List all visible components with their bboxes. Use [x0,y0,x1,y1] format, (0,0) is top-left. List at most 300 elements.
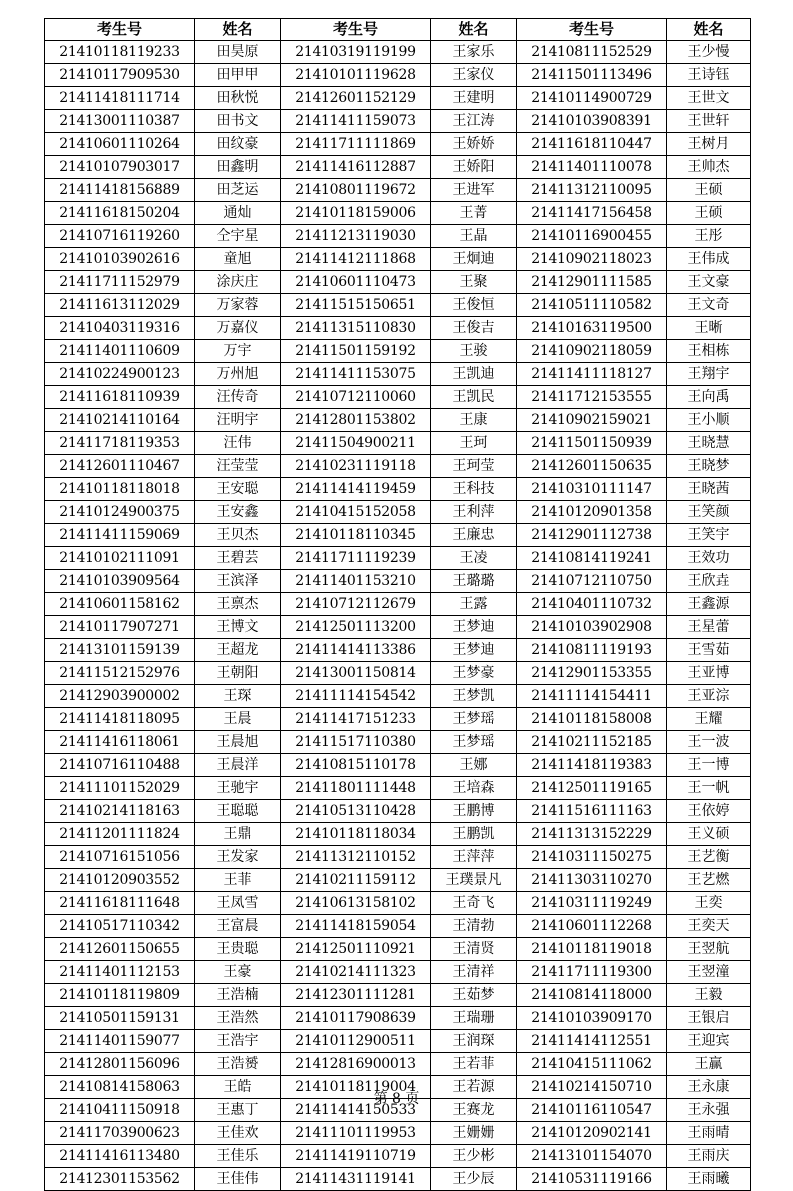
candidate-number-cell: 21411101119953 [281,1122,431,1145]
candidate-name-cell: 王少辰 [431,1168,517,1191]
candidate-name-cell: 万宇 [195,340,281,363]
candidate-number-cell: 21411312110152 [281,846,431,869]
candidate-number-cell: 21411201111824 [45,823,195,846]
table-row [45,340,751,363]
candidate-name-cell: 王进军 [431,179,517,202]
candidate-number-cell: 21410103909564 [45,570,195,593]
candidate-number-cell: 21410214118163 [45,800,195,823]
candidate-name-cell: 王雨庆 [667,1145,751,1168]
candidate-name-cell: 王晓梦 [667,455,751,478]
candidate-name-cell: 仝宇星 [195,225,281,248]
candidate-number-cell: 21410311150275 [517,846,667,869]
candidate-number-cell: 21410517110342 [45,915,195,938]
candidate-number-cell: 21411516111163 [517,800,667,823]
table-row [45,455,751,478]
candidate-name-cell: 王若菲 [431,1053,517,1076]
candidate-name-cell: 王聪聪 [195,800,281,823]
candidate-number-cell: 21410118119809 [45,984,195,1007]
candidate-number-cell: 21410211152185 [517,731,667,754]
candidate-name-cell: 王笑宇 [667,524,751,547]
candidate-number-cell: 21410601112268 [517,915,667,938]
table-row [45,846,751,869]
candidate-number-cell: 21411431119141 [281,1168,431,1191]
candidate-name-cell: 王笑颜 [667,501,751,524]
candidate-number-cell: 21411312110095 [517,179,667,202]
candidate-number-cell: 21410118110345 [281,524,431,547]
table-row [45,800,751,823]
candidate-number-cell: 21410118119004 [281,1076,431,1099]
candidate-number-cell: 21411414113386 [281,639,431,662]
table-row [45,248,751,271]
candidate-number-cell: 21410118118034 [281,823,431,846]
candidate-name-cell: 王晓慧 [667,432,751,455]
table-row [45,363,751,386]
candidate-number-cell: 21411618110447 [517,133,667,156]
candidate-number-cell: 21410815110178 [281,754,431,777]
candidate-number-cell: 21411416118061 [45,731,195,754]
candidate-name-cell: 王碧芸 [195,547,281,570]
candidate-name-cell: 王翌航 [667,938,751,961]
candidate-number-cell: 21410613158102 [281,892,431,915]
candidate-name-cell: 王硕 [667,202,751,225]
candidate-number-cell: 21410120901358 [517,501,667,524]
candidate-name-cell: 王翔宇 [667,363,751,386]
candidate-number-cell: 21411501113496 [517,64,667,87]
candidate-number-cell: 21411418156889 [45,179,195,202]
table-row [45,892,751,915]
candidate-number-cell: 21411501159192 [281,340,431,363]
table-row [45,317,751,340]
candidate-name-cell: 王廉忠 [431,524,517,547]
candidate-number-cell: 21410102111091 [45,547,195,570]
candidate-number-cell: 21410401110732 [517,593,667,616]
candidate-name-cell: 王晰 [667,317,751,340]
candidate-name-cell: 王琛 [195,685,281,708]
table-row [45,1053,751,1076]
candidate-name-cell: 王佳乐 [195,1145,281,1168]
candidate-name-cell: 王奕 [667,892,751,915]
candidate-name-cell: 王娇娇 [431,133,517,156]
candidate-number-cell: 21410112900511 [281,1030,431,1053]
candidate-name-cell: 王朝阳 [195,662,281,685]
candidate-name-cell: 王星蕾 [667,616,751,639]
candidate-name-cell: 王清勃 [431,915,517,938]
table-row [45,225,751,248]
table-row [45,547,751,570]
column-header-candidate-number: 考生号 [517,19,667,41]
candidate-name-cell: 王璐璐 [431,570,517,593]
candidate-number-cell: 21411313152229 [517,823,667,846]
candidate-number-cell: 21411703900623 [45,1122,195,1145]
candidate-number-cell: 21410214110164 [45,409,195,432]
candidate-name-cell: 王鹏博 [431,800,517,823]
candidate-name-cell: 王富晨 [195,915,281,938]
table-row [45,823,751,846]
candidate-number-cell: 21412901112738 [517,524,667,547]
candidate-name-cell: 田芝运 [195,179,281,202]
candidate-name-cell: 王少彬 [431,1145,517,1168]
candidate-number-cell: 21413101159139 [45,639,195,662]
table-row [45,87,751,110]
candidate-number-cell: 21410601110473 [281,271,431,294]
candidate-name-cell: 王科技 [431,478,517,501]
candidate-number-cell: 21411401153210 [281,570,431,593]
candidate-number-cell: 21412601110467 [45,455,195,478]
candidate-name-cell: 王一博 [667,754,751,777]
candidate-name-cell: 王璞景凡 [431,869,517,892]
candidate-name-cell: 王银启 [667,1007,751,1030]
candidate-name-cell: 童旭 [195,248,281,271]
candidate-name-cell: 王皓 [195,1076,281,1099]
candidate-name-cell: 王永强 [667,1099,751,1122]
table-row [45,984,751,1007]
candidate-number-cell: 21412601152129 [281,87,431,110]
candidate-number-cell: 21410231119118 [281,455,431,478]
candidate-name-cell: 王江涛 [431,110,517,133]
candidate-name-cell: 汪明宇 [195,409,281,432]
candidate-name-cell: 王家仪 [431,64,517,87]
candidate-number-cell: 21410712110060 [281,386,431,409]
candidate-name-cell: 王向禹 [667,386,751,409]
candidate-name-cell: 王翌潼 [667,961,751,984]
column-header-name: 姓名 [431,19,517,41]
candidate-number-cell: 21411412111868 [281,248,431,271]
candidate-name-cell: 王萍萍 [431,846,517,869]
candidate-number-cell: 21411401110609 [45,340,195,363]
candidate-name-cell: 王博文 [195,616,281,639]
candidate-number-cell: 21410310111147 [517,478,667,501]
candidate-name-cell: 王诗钰 [667,64,751,87]
candidate-name-cell: 王毅 [667,984,751,1007]
candidate-number-cell: 21410118158008 [517,708,667,731]
candidate-number-cell: 21410214150710 [517,1076,667,1099]
candidate-name-cell: 王赛龙 [431,1099,517,1122]
candidate-name-cell: 王惠丁 [195,1099,281,1122]
candidate-number-cell: 21411401112153 [45,961,195,984]
candidate-number-cell: 21410103902616 [45,248,195,271]
candidate-name-cell: 王凯民 [431,386,517,409]
candidate-name-cell: 王帅杰 [667,156,751,179]
candidate-name-cell: 汪莹莹 [195,455,281,478]
candidate-name-cell: 王亚淙 [667,685,751,708]
candidate-number-cell: 21410116900455 [517,225,667,248]
candidate-name-cell: 王菁 [431,202,517,225]
candidate-number-cell: 21411315110830 [281,317,431,340]
candidate-name-cell: 王世轩 [667,110,751,133]
table-row [45,386,751,409]
candidate-name-cell: 王耀 [667,708,751,731]
candidate-number-cell: 21410120903552 [45,869,195,892]
table-row [45,685,751,708]
candidate-name-cell: 王娇阳 [431,156,517,179]
candidate-name-cell: 王一波 [667,731,751,754]
table-row [45,1030,751,1053]
candidate-number-cell: 21411419110719 [281,1145,431,1168]
candidate-name-cell: 田鑫明 [195,156,281,179]
candidate-name-cell: 王小顺 [667,409,751,432]
candidate-name-cell: 王利萍 [431,501,517,524]
candidate-number-cell: 21411711119300 [517,961,667,984]
candidate-name-cell: 王晨旭 [195,731,281,754]
candidate-roster-table [44,18,751,1191]
candidate-name-cell: 王贝杰 [195,524,281,547]
candidate-name-cell: 王树月 [667,133,751,156]
candidate-name-cell: 王凤雪 [195,892,281,915]
candidate-name-cell: 王文奇 [667,294,751,317]
table-row [45,271,751,294]
candidate-name-cell: 王培森 [431,777,517,800]
candidate-number-cell: 21411417156458 [517,202,667,225]
candidate-number-cell: 21412501113200 [281,616,431,639]
candidate-name-cell: 王姗姗 [431,1122,517,1145]
candidate-name-cell: 王俊吉 [431,317,517,340]
candidate-name-cell: 王亚博 [667,662,751,685]
column-header-candidate-number: 考生号 [45,19,195,41]
table-row [45,110,751,133]
candidate-number-cell: 21410211159112 [281,869,431,892]
table-row [45,41,751,64]
table-row [45,501,751,524]
candidate-name-cell: 王炯迪 [431,248,517,271]
candidate-number-cell: 21412501110921 [281,938,431,961]
candidate-number-cell: 21410716110488 [45,754,195,777]
candidate-number-cell: 21410311119249 [517,892,667,915]
candidate-name-cell: 王发家 [195,846,281,869]
candidate-number-cell: 21411414150533 [281,1099,431,1122]
candidate-number-cell: 21412901153355 [517,662,667,685]
candidate-number-cell: 21412816900013 [281,1053,431,1076]
candidate-name-cell: 王鑫源 [667,593,751,616]
candidate-name-cell: 王浩楠 [195,984,281,1007]
table-row [45,202,751,225]
candidate-number-cell: 21411517110380 [281,731,431,754]
table-row [45,616,751,639]
candidate-name-cell: 王相栋 [667,340,751,363]
candidate-name-cell: 王奕天 [667,915,751,938]
candidate-number-cell: 21410103908391 [517,110,667,133]
candidate-name-cell: 万州旭 [195,363,281,386]
candidate-name-cell: 王安聪 [195,478,281,501]
candidate-name-cell: 王硕 [667,179,751,202]
candidate-name-cell: 王凯迪 [431,363,517,386]
candidate-name-cell: 王豪 [195,961,281,984]
candidate-number-cell: 21411618110939 [45,386,195,409]
candidate-number-cell: 21410118118018 [45,478,195,501]
candidate-number-cell: 21413001150814 [281,662,431,685]
candidate-number-cell: 21411401110078 [517,156,667,179]
table-row [45,754,751,777]
table-row [45,409,751,432]
candidate-name-cell: 王俊恒 [431,294,517,317]
candidate-number-cell: 21410811119193 [517,639,667,662]
candidate-number-cell: 21411411118127 [517,363,667,386]
candidate-number-cell: 21411416113480 [45,1145,195,1168]
candidate-name-cell: 王一帆 [667,777,751,800]
candidate-name-cell: 王晨 [195,708,281,731]
table-row [45,133,751,156]
candidate-number-cell: 21411504900211 [281,432,431,455]
candidate-name-cell: 王菲 [195,869,281,892]
table-row [45,156,751,179]
column-header-name: 姓名 [195,19,281,41]
candidate-number-cell: 21410716151056 [45,846,195,869]
column-header-candidate-number: 考生号 [281,19,431,41]
candidate-number-cell: 21411618150204 [45,202,195,225]
candidate-name-cell: 王少慢 [667,41,751,64]
candidate-name-cell: 田纹豪 [195,133,281,156]
candidate-name-cell: 涂庆庄 [195,271,281,294]
candidate-name-cell: 王奇飞 [431,892,517,915]
candidate-number-cell: 21411718119353 [45,432,195,455]
candidate-number-cell: 21410511110582 [517,294,667,317]
candidate-name-cell: 通灿 [195,202,281,225]
candidate-number-cell: 21411711119239 [281,547,431,570]
candidate-number-cell: 21411418118095 [45,708,195,731]
candidate-number-cell: 21410601158162 [45,593,195,616]
candidate-name-cell: 王驰宇 [195,777,281,800]
candidate-name-cell: 王聚 [431,271,517,294]
candidate-name-cell: 王欣垚 [667,570,751,593]
candidate-number-cell: 21411414119459 [281,478,431,501]
candidate-name-cell: 王珂莹 [431,455,517,478]
candidate-number-cell: 21410811152529 [517,41,667,64]
table-row [45,432,751,455]
candidate-number-cell: 21411613112029 [45,294,195,317]
candidate-name-cell: 王露 [431,593,517,616]
candidate-number-cell: 21410531119166 [517,1168,667,1191]
candidate-number-cell: 21411801111448 [281,777,431,800]
candidate-number-cell: 21411414112551 [517,1030,667,1053]
candidate-name-cell: 王康 [431,409,517,432]
candidate-name-cell: 王浩然 [195,1007,281,1030]
candidate-name-cell: 王超龙 [195,639,281,662]
table-row [45,938,751,961]
candidate-number-cell: 21411411159069 [45,524,195,547]
table-row [45,1145,751,1168]
candidate-number-cell: 21410814119241 [517,547,667,570]
candidate-number-cell: 21411712153555 [517,386,667,409]
candidate-name-cell: 王梦瑶 [431,708,517,731]
table-row [45,593,751,616]
candidate-number-cell: 21410103909170 [517,1007,667,1030]
candidate-number-cell: 21411114154542 [281,685,431,708]
candidate-number-cell: 21410214111323 [281,961,431,984]
candidate-name-cell: 王凌 [431,547,517,570]
candidate-name-cell: 王建明 [431,87,517,110]
candidate-name-cell: 王佳伟 [195,1168,281,1191]
candidate-number-cell: 21410319119199 [281,41,431,64]
candidate-number-cell: 21410118159006 [281,202,431,225]
candidate-number-cell: 21410124900375 [45,501,195,524]
table-row [45,639,751,662]
candidate-name-cell: 王家乐 [431,41,517,64]
candidate-number-cell: 21411711152979 [45,271,195,294]
candidate-name-cell: 王梦迪 [431,616,517,639]
candidate-number-cell: 21410117909530 [45,64,195,87]
candidate-name-cell: 王世文 [667,87,751,110]
candidate-name-cell: 王浩赟 [195,1053,281,1076]
candidate-name-cell: 王依婷 [667,800,751,823]
roster-body [45,41,751,1191]
candidate-name-cell: 王若源 [431,1076,517,1099]
candidate-name-cell: 王雨曦 [667,1168,751,1191]
candidate-number-cell: 21412801156096 [45,1053,195,1076]
candidate-name-cell: 王雨晴 [667,1122,751,1145]
candidate-number-cell: 21411101152029 [45,777,195,800]
candidate-name-cell: 王晓茜 [667,478,751,501]
candidate-name-cell: 王骏 [431,340,517,363]
candidate-name-cell: 王梦瑶 [431,731,517,754]
candidate-number-cell: 21411213119030 [281,225,431,248]
table-row [45,708,751,731]
candidate-number-cell: 21410415111062 [517,1053,667,1076]
candidate-number-cell: 21410801119672 [281,179,431,202]
candidate-number-cell: 21412301111281 [281,984,431,1007]
table-row [45,869,751,892]
candidate-name-cell: 王艺衡 [667,846,751,869]
candidate-number-cell: 21413101154070 [517,1145,667,1168]
table-row [45,1168,751,1191]
candidate-number-cell: 21413001110387 [45,110,195,133]
candidate-number-cell: 21412903900002 [45,685,195,708]
candidate-name-cell: 王文豪 [667,271,751,294]
candidate-name-cell: 王永康 [667,1076,751,1099]
candidate-number-cell: 21410103902908 [517,616,667,639]
candidate-name-cell: 汪伟 [195,432,281,455]
candidate-name-cell: 王清贤 [431,938,517,961]
candidate-number-cell: 21410118119018 [517,938,667,961]
candidate-number-cell: 21410415152058 [281,501,431,524]
candidate-name-cell: 王梦豪 [431,662,517,685]
candidate-name-cell: 王滨泽 [195,570,281,593]
candidate-number-cell: 21410513110428 [281,800,431,823]
candidate-name-cell: 王珂 [431,432,517,455]
candidate-name-cell: 王娜 [431,754,517,777]
candidate-name-cell: 王伟成 [667,248,751,271]
candidate-name-cell: 王彤 [667,225,751,248]
candidate-name-cell: 王清祥 [431,961,517,984]
candidate-number-cell: 21411411153075 [281,363,431,386]
candidate-number-cell: 21411416112887 [281,156,431,179]
candidate-number-cell: 21411417151233 [281,708,431,731]
candidate-number-cell: 21410117908639 [281,1007,431,1030]
header-row [45,19,751,41]
candidate-number-cell: 21410501159131 [45,1007,195,1030]
candidate-number-cell: 21411711111869 [281,133,431,156]
candidate-number-cell: 21411418119383 [517,754,667,777]
candidate-name-cell: 田昊原 [195,41,281,64]
candidate-name-cell: 王梦凯 [431,685,517,708]
table-row [45,294,751,317]
candidate-number-cell: 21411501150939 [517,432,667,455]
candidate-number-cell: 21411303110270 [517,869,667,892]
candidate-number-cell: 21410814118000 [517,984,667,1007]
table-row [45,64,751,87]
candidate-number-cell: 21410163119500 [517,317,667,340]
candidate-number-cell: 21410224900123 [45,363,195,386]
candidate-number-cell: 21410902159021 [517,409,667,432]
candidate-number-cell: 21412901111585 [517,271,667,294]
candidate-name-cell: 王佳欢 [195,1122,281,1145]
candidate-name-cell: 王润琛 [431,1030,517,1053]
candidate-name-cell: 汪传奇 [195,386,281,409]
candidate-number-cell: 21412301153562 [45,1168,195,1191]
candidate-number-cell: 21411515150651 [281,294,431,317]
candidate-number-cell: 21412601150655 [45,938,195,961]
candidate-number-cell: 21410411150918 [45,1099,195,1122]
candidate-number-cell: 21410117907271 [45,616,195,639]
candidate-name-cell: 王迎宾 [667,1030,751,1053]
